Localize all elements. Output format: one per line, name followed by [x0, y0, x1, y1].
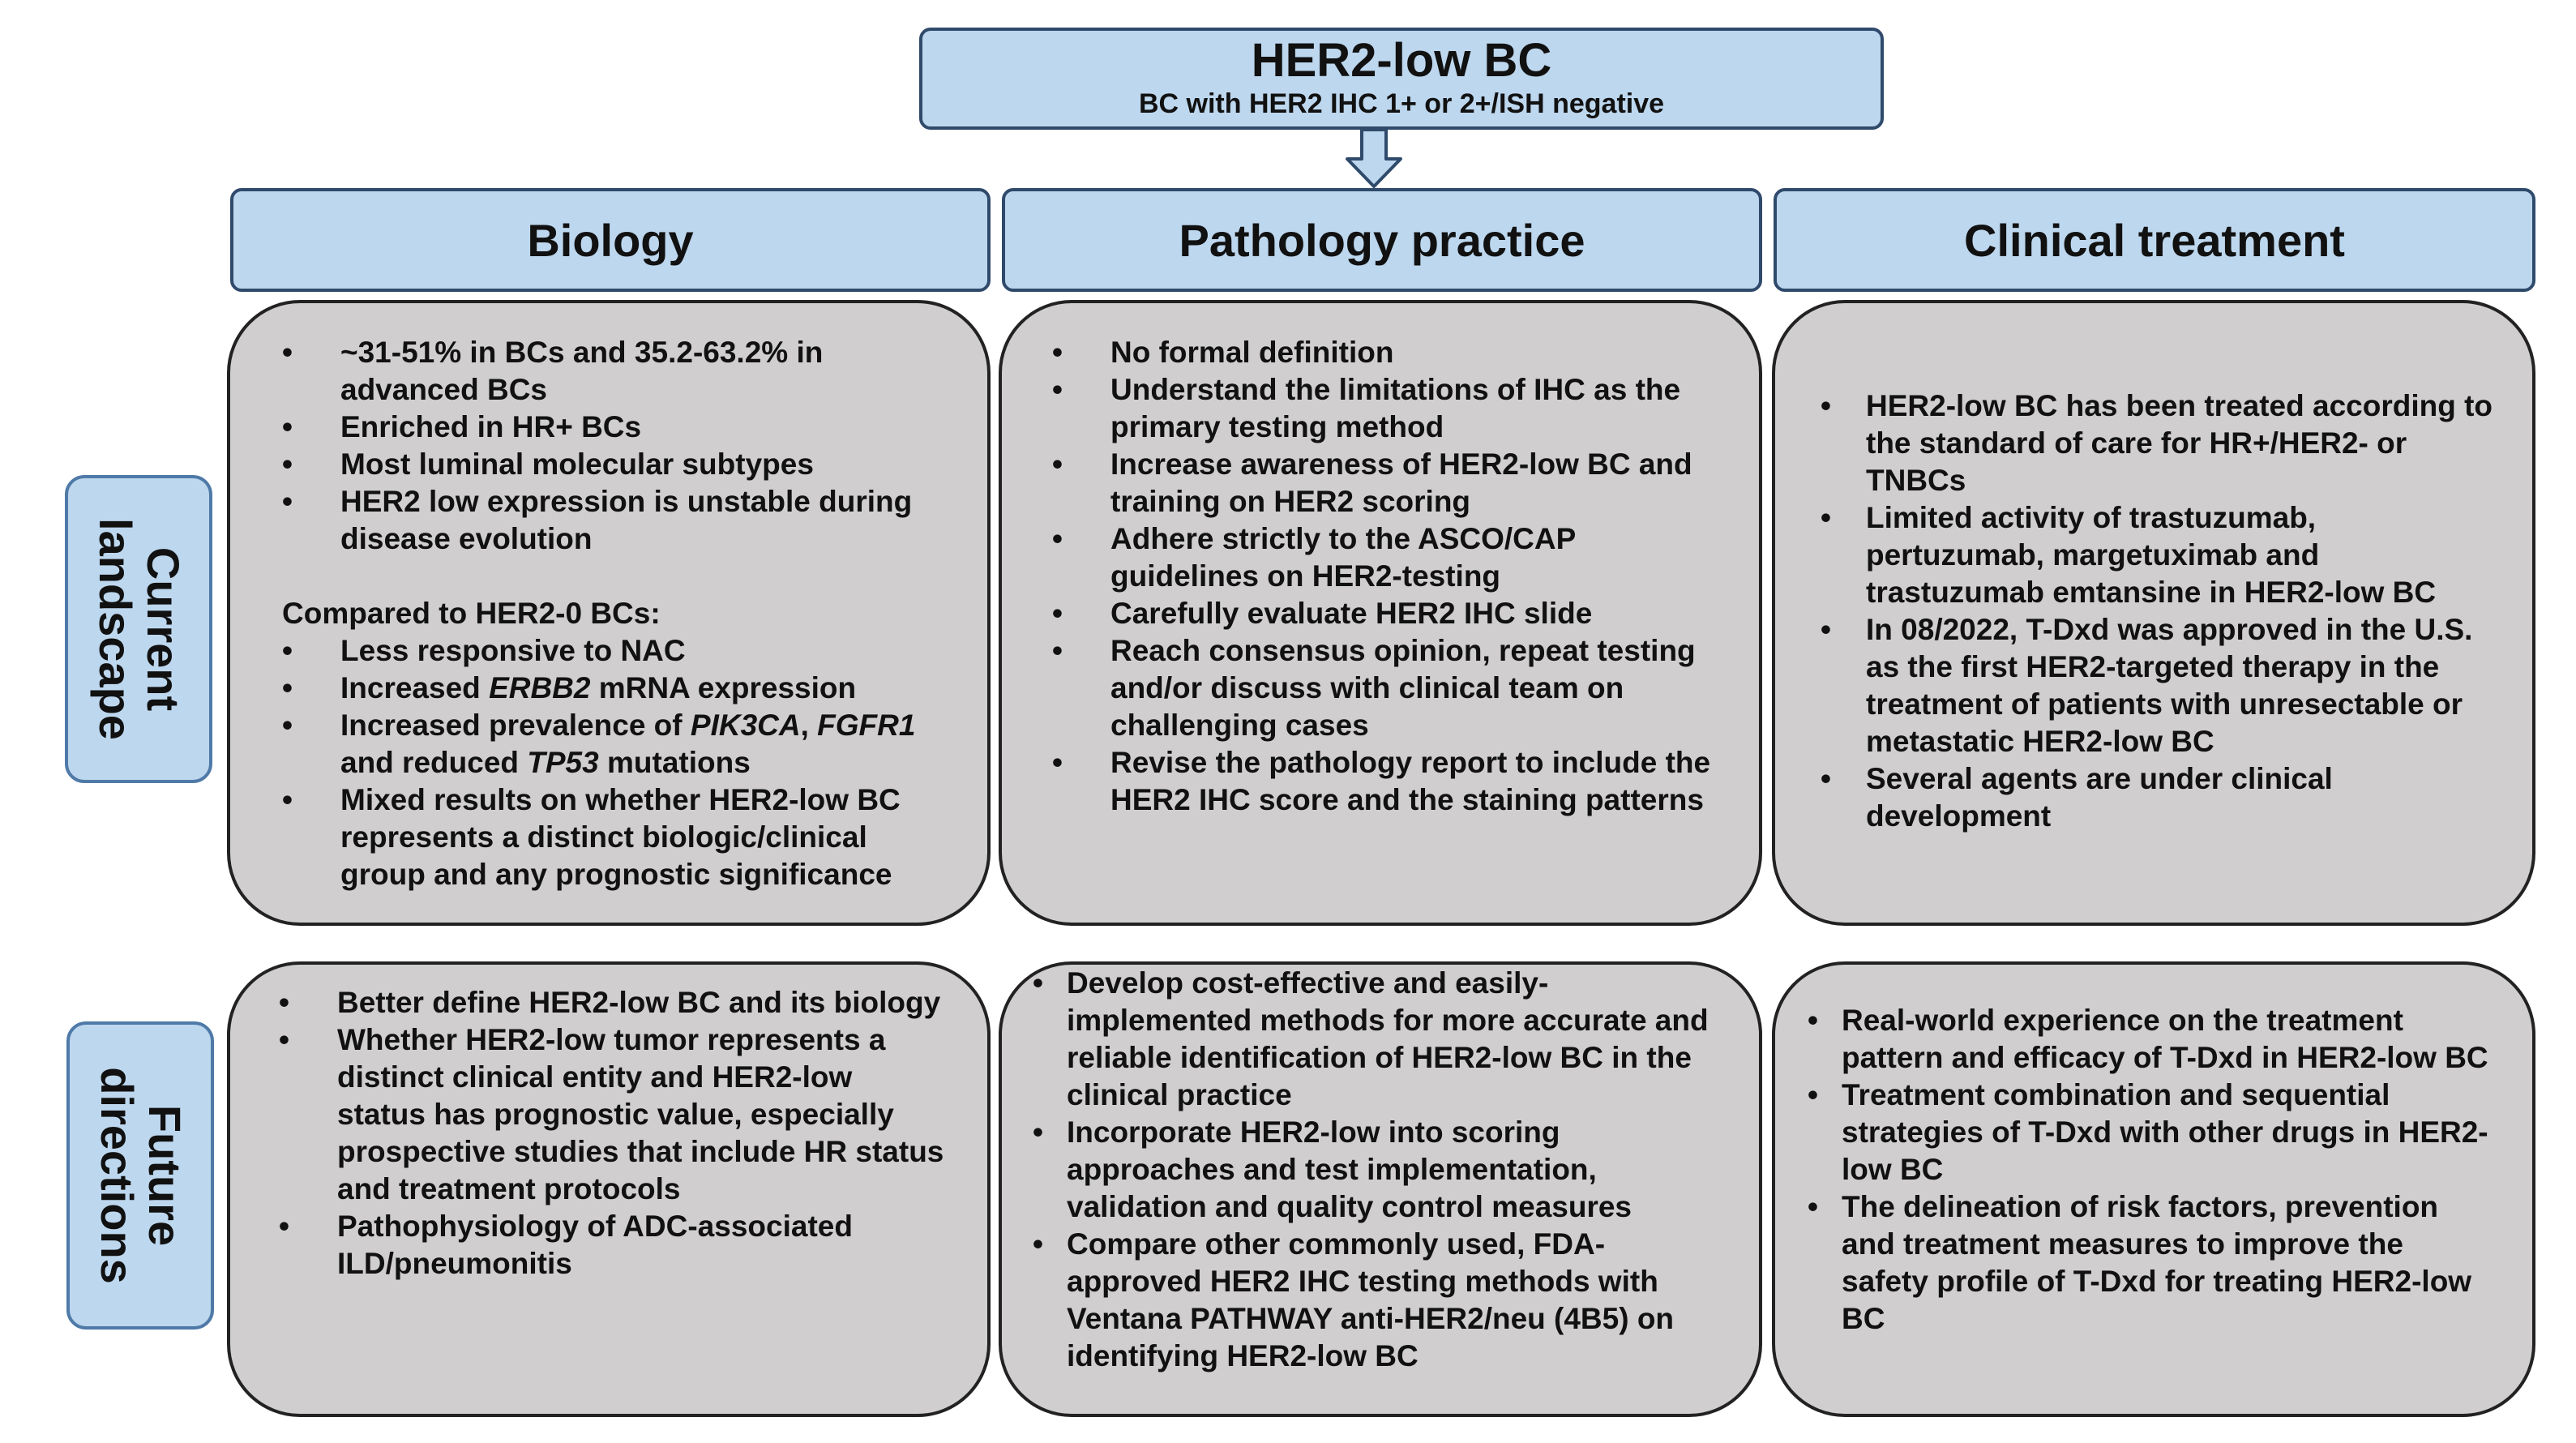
down-arrow-icon	[1344, 128, 1404, 188]
list-item: • Understand the limitations of IHC as the primary testing method	[1052, 371, 1718, 446]
list-item: • Several agents are under clinical development	[1821, 760, 2497, 835]
list-item: • HER2 low expression is unstable during disease evolution	[282, 483, 948, 558]
current-biology-list	[282, 334, 948, 558]
text-segment: mutations	[598, 746, 751, 779]
list-item: • Enriched in HR+ BCs	[282, 409, 948, 446]
column-header-clinical	[1774, 188, 2535, 292]
list-item: • Real-world experience on the treatment pattern and efficacy of T-Dxd in HER2-low BC	[1808, 1002, 2497, 1077]
row-label-current-landscape	[65, 475, 212, 783]
row-label-future-directions	[66, 1021, 214, 1330]
compared-list-item	[282, 670, 948, 707]
list-item: • Pathophysiology of ADC-associated ILD/pneumonitis	[279, 1208, 947, 1282]
text-segment: Increased	[340, 671, 490, 704]
title-box	[919, 28, 1884, 130]
list-item: • Incorporate HER2-low into scoring approaches and test implementation, validation and quality control measures	[1033, 1114, 1727, 1226]
future-biology-box	[227, 961, 991, 1417]
compared-heading: Compared to HER2-0 BCs:	[282, 597, 661, 630]
compared-list-item	[282, 632, 948, 670]
current-pathology-list	[1052, 334, 1718, 819]
list-item: • Treatment combination and sequential strategies of T-Dxd with other drugs in HER2-low BC	[1808, 1077, 2497, 1188]
row-label-current-line-1: Current	[137, 546, 189, 712]
main-subtitle: BC with HER2 IHC 1+ or 2+/ISH negative	[1138, 88, 1665, 120]
row-label-future-text	[92, 1067, 188, 1284]
column-header-biology	[230, 188, 991, 292]
gene-name: PIK3CA	[690, 709, 801, 742]
row-label-current-line-2: landscape	[90, 518, 141, 740]
list-item: • Better define HER2-low BC and its biology	[279, 984, 947, 1021]
list-item: • Carefully evaluate HER2 IHC slide	[1052, 595, 1718, 632]
row-label-current-text	[90, 518, 189, 740]
compared-list	[282, 632, 948, 893]
list-item: • Reach consensus opinion, repeat testing and/or discuss with clinical team on challenging cases	[1052, 632, 1718, 744]
future-pathology-box	[999, 961, 1762, 1417]
column-header-biology-label: Biology	[527, 214, 694, 266]
list-item: • ~31-51% in BCs and 35.2-63.2% in advanced BCs	[282, 334, 948, 409]
list-item: • Compare other commonly used, FDA-approved HER2 IHC testing methods with Ventana PATHWAY anti-HER2/neu (4B5) on identifying HER2-low BC	[1033, 1226, 1727, 1375]
future-clinical-list	[1808, 1002, 2497, 1338]
compared-list-item	[282, 707, 948, 781]
list-item: • No formal definition	[1052, 334, 1718, 371]
text-segment: and reduced	[340, 746, 528, 779]
text-segment: Mixed results on whether HER2-low BC represents a distinct biologic/clinical group and any prognostic significance	[340, 783, 901, 891]
list-item: • Revise the pathology report to include the HER2 IHC score and the staining patterns	[1052, 744, 1718, 819]
row-label-future-line-1: Future	[139, 1104, 190, 1247]
list-item: • Whether HER2-low tumor represents a distinct clinical entity and HER2-low status has prognostic value, especially prospective studies that include HR status and treatment protocols	[279, 1021, 947, 1208]
gene-name: TP53	[527, 746, 599, 779]
list-item: • Adhere strictly to the ASCO/CAP guidelines on HER2-testing	[1052, 520, 1718, 595]
future-clinical-box	[1772, 961, 2535, 1417]
gene-name: FGFR1	[817, 709, 916, 742]
future-biology-list	[279, 984, 947, 1282]
current-pathology-box	[999, 300, 1762, 926]
row-label-future-line-2: directions	[92, 1067, 143, 1284]
list-item: • In 08/2022, T-Dxd was approved in the U.S. as the first HER2-targeted therapy in the treatment of patients with unresectable or metastatic HER2-low BC	[1821, 611, 2497, 760]
text-segment: mRNA expression	[590, 671, 857, 704]
list-item: • Develop cost-effective and easily-implemented methods for more accurate and reliable identification of HER2-low BC in the clinical practice	[1033, 965, 1727, 1114]
column-header-pathology-label: Pathology practice	[1179, 214, 1585, 266]
list-item: • Most luminal molecular subtypes	[282, 446, 948, 483]
future-pathology-list	[1033, 965, 1727, 1375]
list-item: • The delineation of risk factors, prevention and treatment measures to improve the safety profile of T-Dxd for treating HER2-low BC	[1808, 1188, 2497, 1338]
column-header-clinical-label: Clinical treatment	[1964, 214, 2345, 266]
compared-list-item	[282, 781, 948, 893]
text-segment: ,	[800, 709, 818, 742]
list-item: • Increase awareness of HER2-low BC and training on HER2 scoring	[1052, 446, 1718, 520]
main-title: HER2-low BC	[1251, 34, 1552, 88]
list-item: • HER2-low BC has been treated according to the standard of care for HR+/HER2- or TNBCs	[1821, 388, 2497, 499]
text-segment: Less responsive to NAC	[340, 634, 686, 667]
list-item: • Limited activity of trastuzumab, pertuzumab, margetuximab and trastuzumab emtansine in HER2-low BC	[1821, 499, 2497, 611]
column-header-pathology	[1002, 188, 1762, 292]
gene-name: ERBB2	[489, 671, 591, 704]
current-biology-box	[227, 300, 991, 926]
current-clinical-box	[1772, 300, 2535, 926]
text-segment: Increased prevalence of	[340, 709, 691, 742]
current-clinical-list	[1821, 388, 2497, 835]
